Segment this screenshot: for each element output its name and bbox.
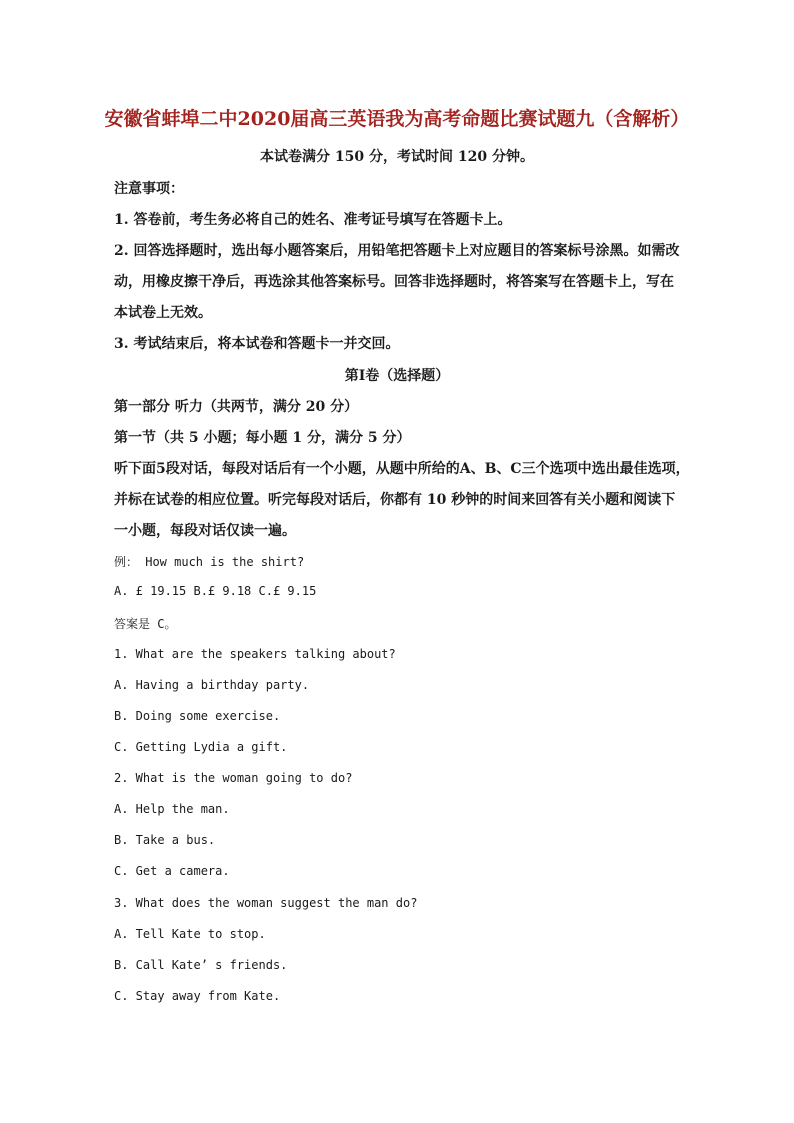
question-1-option-c: C. Getting Lydia a gift. — [114, 740, 288, 754]
question-1-option-b: B. Doing some exercise. — [114, 709, 281, 723]
question-1-option-a: A. Having a birthday party. — [114, 678, 310, 692]
volume-title: 第I卷（选择题） — [344, 368, 450, 384]
example-question: 例： How much is the shirt? — [114, 555, 305, 569]
question-3: 3. What does the woman suggest the man do? — [114, 896, 418, 910]
instructions-line-3: 一小题，每段对话仅读一遍。 — [114, 523, 296, 539]
question-2: 2. What is the woman going to do? — [114, 771, 353, 785]
instructions-line-2: 并标在试卷的相应位置。听完每段对话后，你都有 10 秒钟的时间来回答有关小题和阅读下 — [114, 492, 676, 508]
note-item-2-line-1: 2. 回答选择题时，选出每小题答案后，用铅笔把答题卡上对应题目的答案标号涂黑。如需改 — [114, 243, 680, 259]
note-item-3: 3. 考试结束后，将本试卷和答题卡一并交回。 — [114, 336, 400, 352]
question-3-option-b: B. Call Kate’ s friends. — [114, 958, 288, 972]
question-2-option-b: B. Take a bus. — [114, 833, 216, 847]
note-item-2-line-3: 本试卷上无效。 — [114, 305, 212, 321]
section-1-heading: 第一节（共 5 小题；每小题 1 分，满分 5 分） — [114, 430, 411, 446]
question-2-option-c: C. Get a camera. — [114, 864, 230, 878]
question-2-option-a: A. Help the man. — [114, 802, 230, 816]
example-options: A. £ 19.15 B.£ 9.18 C.£ 9.15 — [114, 584, 317, 598]
question-3-option-c: C. Stay away from Kate. — [114, 989, 281, 1003]
example-answer: 答案是 C。 — [114, 617, 177, 631]
part-1-heading: 第一部分 听力（共两节，满分 20 分） — [114, 399, 359, 415]
notes-heading: 注意事项： — [114, 181, 184, 197]
note-item-2-line-2: 动，用橡皮擦干净后，再选涂其他答案标号。回答非选择题时，将答案写在答题卡上，写在 — [114, 274, 674, 290]
document-title: 安徽省蚌埠二中2020届高三英语我为高考命题比赛试题九（含解析） — [104, 108, 690, 130]
note-item-1: 1. 答卷前，考生务必将自己的姓名、准考证号填写在答题卡上。 — [114, 212, 512, 228]
question-1: 1. What are the speakers talking about? — [114, 647, 396, 661]
question-3-option-a: A. Tell Kate to stop. — [114, 927, 266, 941]
instructions-line-1: 听下面5段对话，每段对话后有一个小题，从题中所给的A、B、C三个选项中选出最佳选项， — [114, 461, 690, 477]
exam-info: 本试卷满分 150 分，考试时间 120 分钟。 — [260, 149, 534, 165]
